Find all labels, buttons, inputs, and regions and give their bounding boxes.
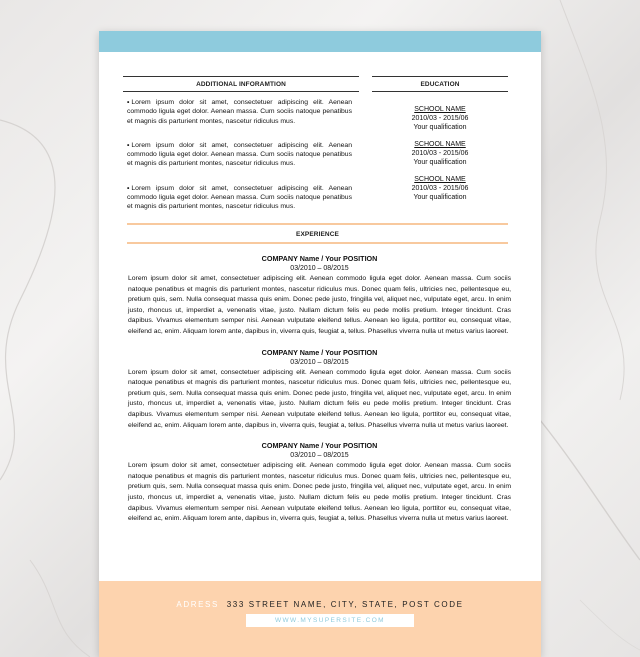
list-item: • Lorem ipsum dolor sit amet, consectetuer adipiscing elit. Aenean commodo ligula eget dolor. Aenean massa. Cum sociis natoque penatibus et magnis dis parturient montes, nascetur ridiculus mus. [127,141,352,168]
school-qualification: Your qualification [413,124,467,131]
additional-list [127,98,352,227]
job-dates: 03/2010 – 08/2015 [290,452,349,460]
website-link[interactable]: WWW.MYSUPERSITE.COM [246,614,414,627]
job-entry [128,441,511,525]
bullet-icon: • [127,99,130,106]
experience-bottom-rule [127,242,508,244]
school-qualification: Your qualification [413,159,467,166]
additional-heading: ADDITIONAL INFORAMTION [196,81,286,88]
school-dates: 2010/03 - 2015/06 [411,115,469,122]
school-name: SCHOOL NAME [414,141,466,148]
education-top-rule [372,76,508,77]
job-title: COMPANY Name / Your POSITION [261,347,378,357]
additional-top-rule [123,76,359,77]
job-title: COMPANY Name / Your POSITION [261,441,378,451]
address-line [99,600,541,609]
school-entry [372,140,508,167]
education-list [372,105,508,210]
additional-bottom-rule [123,91,359,92]
bullet-icon: • [127,141,130,149]
school-entry [372,175,508,202]
experience-top-rule [127,223,508,225]
job-entry [128,348,511,432]
experience-list [128,254,511,535]
job-entry [128,254,511,338]
job-dates: 03/2010 – 08/2015 [290,358,349,366]
job-description: Lorem ipsum dolor sit amet, consectetuer adipiscing elit. Aenean commodo ligula eget dolor. Aenean massa. Cum sociis natoque penatibus et magnis dis parturient montes, nascetur ridiculus mus. Donec quam felis, ultricies nec, pellentesque eu, pretium quis, sem. Nulla consequat massa quis enim. Donec pede justo, fringilla vel, aliquet nec, vulputate eget, arcu. In enim justo, rhoncus ut, imperdiet a, venenatis vitae, justo. Nullam dictum felis eu pede mollis pretium. Integer tincidunt. Cras dapibus. Vivamus elementum semper nisi. Aenean vulputate eleifend tellus. Aenean leo ligula, porttitor eu, consequat vitae, eleifend ac, enim. Aliquam lorem ante, dapibus in, viverra quis, feugiat a, tellus. Phasellus viverra nulla ut metus varius laoreet. [128,462,511,523]
experience-heading: EXPERIENCE [296,231,339,238]
job-dates: 03/2010 – 08/2015 [290,265,349,272]
list-item: • Lorem ipsum dolor sit amet, consectetuer adipiscing elit. Aenean commodo ligula eget dolor. Aenean massa. Cum sociis natoque penatibus et magnis dis parturient montes, nascetur ridiculus mus. [127,99,352,125]
job-description: Lorem ipsum dolor sit amet, consectetuer adipiscing elit. Aenean commodo ligula eget dolor. Aenean massa. Cum sociis natoque penatibus et magnis dis parturient montes, nascetur ridiculus mus. Donec quam felis, ultricies nec, pellentesque eu, pretium quis, sem. Nulla consequat massa quis enim. Donec pede justo, fringilla vel, aliquet nec, vulputate eget, arcu. In enim justo, rhoncus ut, imperdiet a, venenatis vitae, justo. Nullam dictum felis eu pede mollis pretium. Integer tincidunt. Cras dapibus. Vivamus elementum semper nisi. Aenean vulputate eleifend tellus. Aenean leo ligula, porttitor eu, consequat vitae, eleifend ac, enim. Aliquam lorem ante, dapibus in, viverra quis, feugiat a, tellus. Phasellus viverra nulla ut metus varius laoreet. [128,275,511,335]
list-item: • Lorem ipsum dolor sit amet, consectetuer adipiscing elit. Aenean commodo ligula eget dolor. Aenean massa. Cum sociis natoque penatibus et magnis dis parturient montes, nascetur ridiculus mus. [127,184,352,211]
school-name: SCHOOL NAME [414,106,466,113]
contact-footer [99,581,541,657]
education-bottom-rule [372,91,508,92]
resume-page [99,31,541,657]
education-heading: EDUCATION [420,81,460,88]
address-text: 333 STREET NAME, CITY, STATE, POST CODE [226,600,464,609]
school-entry [372,105,508,132]
job-title: COMPANY Name / Your POSITION [261,254,378,263]
bullet-icon: • [127,184,130,192]
job-description: Lorem ipsum dolor sit amet, consectetuer adipiscing elit. Aenean commodo ligula eget dolor. Aenean massa. Cum sociis natoque penatibus et magnis dis parturient montes, nascetur ridiculus mus. Donec quam felis, ultricies nec, pellentesque eu, pretium quis, sem. Nulla consequat massa quis enim. Donec pede justo, fringilla vel, aliquet nec, vulputate eget, arcu. In enim justo, rhoncus ut, imperdiet a, venenatis vitae, justo. Nullam dictum felis eu pede mollis pretium. Integer tincidunt. Cras dapibus. Vivamus elementum semper nisi. Aenean vulputate eleifend tellus. Aenean leo ligula, porttitor eu, consequat vitae, eleifend ac, enim. Aliquam lorem ante, dapibus in, viverra quis, feugiat a, tellus. Phasellus viverra nulla ut metus varius laoreet. [128,368,511,429]
school-qualification: Your qualification [413,194,467,201]
school-dates: 2010/03 - 2015/06 [411,185,469,192]
school-dates: 2010/03 - 2015/06 [411,150,469,157]
address-label: ADRESS [176,600,219,609]
top-color-band [99,31,541,52]
school-name: SCHOOL NAME [414,176,466,183]
